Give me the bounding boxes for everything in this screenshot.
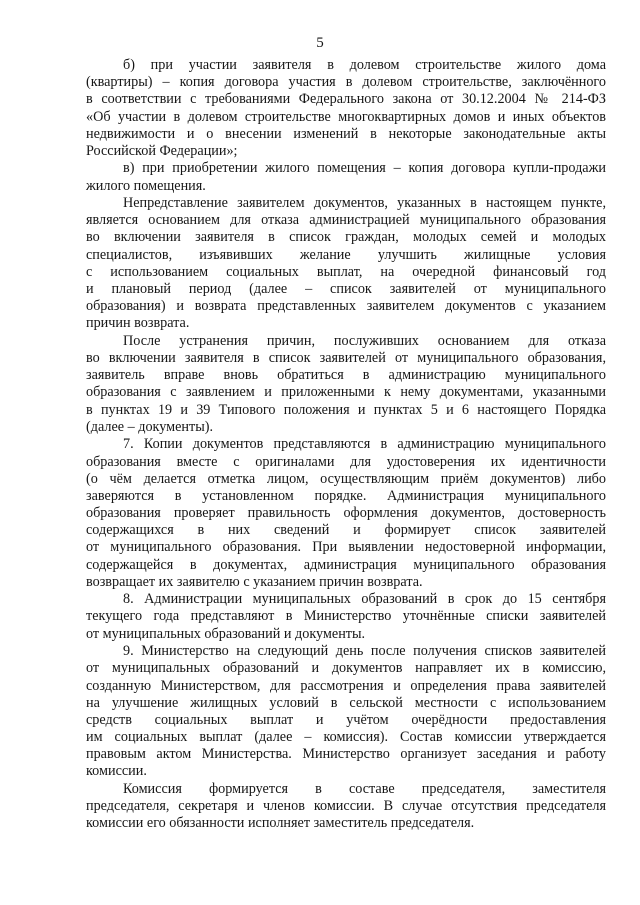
- text-line: недвижимости и о внесении изменений в некоторые законодательные акты: [86, 125, 606, 142]
- text-line: образования с заявлением и приложенными к нему документами, указанными: [86, 384, 606, 401]
- text-line: с использованием социальных выплат, на очередной финансовый год: [86, 263, 606, 280]
- text-line: является основанием для отказа администрацией муниципального образования: [86, 212, 606, 229]
- text-line: «Об участии в долевом строительстве многоквартирных домов и иных объектов: [86, 108, 606, 125]
- text-line: б) при участии заявителя в долевом строительстве жилого дома: [123, 57, 606, 73]
- text-line: содержащейся в документах, администрация муниципального образования: [86, 556, 606, 573]
- text-line: созданную Министерством, для рассмотрения и определения права заявителей: [86, 677, 606, 694]
- text-line: Непредставление заявителем документов, указанных в настоящем пункте,: [123, 195, 606, 212]
- paragraph-non-submission: [86, 195, 606, 333]
- text-line: от муниципальных образований и документы.: [86, 625, 366, 642]
- text-line: на улучшение жилищных условий в сельской местности с использованием: [86, 694, 606, 711]
- text-line: заявитель вправе вновь обратиться в администрацию муниципального: [86, 367, 606, 384]
- paragraph-item-9: [86, 643, 606, 781]
- text-line: комиссии.: [86, 763, 147, 780]
- text-line: в пунктах 19 и 39 Типового положения и пунктах 5 и 6 настоящего Порядка: [86, 401, 606, 418]
- text-line: образования вместе с оригиналами для удостоверения их идентичности: [86, 453, 606, 470]
- text-line: правовым актом Министерства. Министерство организует заседания и работу: [86, 746, 606, 763]
- text-line: заверяются в установленном порядке. Администрация муниципального: [86, 487, 606, 504]
- text-line: содержащихся в них сведений и формирует список заявителей: [86, 522, 606, 539]
- document-body: [86, 57, 606, 833]
- text-line: Российской Федерации»;: [86, 142, 238, 159]
- text-line: средств социальных выплат и учётом очерёдности предоставления: [86, 711, 606, 728]
- text-line: 7. Копии документов представляются в администрацию муниципального: [123, 436, 606, 453]
- text-line: образования проверяет правильность оформления документов, достоверность: [86, 505, 606, 522]
- text-line: образования) и возврата представленных заявителем документов с указанием: [86, 298, 606, 315]
- text-line: в соответствии с требованиями Федерального закона от 30.12.2004 № 214-ФЗ: [86, 91, 606, 108]
- text-line: После устранения причин, послуживших основанием для отказа: [123, 332, 606, 349]
- text-line: специалистов, изъявивших желание улучшить жилищные условия: [86, 246, 606, 263]
- paragraph-commission: [86, 781, 606, 833]
- text-line: во включении заявителя в список граждан, молодых семей и молодых: [86, 229, 606, 246]
- text-line: комиссии его обязанности исполняет заместитель председателя.: [86, 815, 475, 832]
- text-line: Комиссия формируется в составе председателя, заместителя: [123, 780, 606, 797]
- text-line: (о чём делается отметка лицом, осуществляющим приём документов) либо: [86, 470, 606, 487]
- text-line: во включении заявителя в список заявителей от муниципального образования,: [86, 350, 606, 367]
- text-line: возвращает их заявителю с указанием причин возврата.: [86, 573, 423, 590]
- text-line: текущего года представляют в Министерство уточнённые списки заявителей: [86, 608, 606, 625]
- text-line: председателя, секретаря и членов комиссии. В случае отсутствия председателя: [86, 798, 606, 815]
- text-line: 9. Министерство на следующий день после получения списков заявителей: [123, 643, 606, 660]
- text-line: от муниципальных образований и документов направляет их в комиссию,: [86, 660, 606, 677]
- paragraph-item-v: [86, 160, 606, 194]
- text-line: жилого помещения.: [86, 177, 206, 194]
- text-line: (далее – документы).: [86, 418, 214, 435]
- text-line: от муниципального образования. При выявлении недостоверной информации,: [86, 539, 606, 556]
- text-line: в) при приобретении жилого помещения – копия договора купли-продажи: [123, 160, 606, 177]
- paragraph-item-b: [86, 57, 606, 160]
- text-line: (квартиры) – копия договора участия в долевом строительстве, заключённого: [86, 74, 606, 91]
- text-line: им социальных выплат (далее – комиссия). Состав комиссии утверждается: [86, 729, 606, 746]
- paragraph-after-elimination: [86, 333, 606, 436]
- text-line: 8. Администрации муниципальных образований в срок до 15 сентября: [123, 591, 606, 608]
- text-line: причин возврата.: [86, 315, 190, 332]
- text-line: и плановый период (далее – список заявителей от муниципального: [86, 281, 606, 298]
- page-number: 5: [316, 35, 324, 51]
- paragraph-item-7: [86, 436, 606, 591]
- paragraph-item-8: [86, 591, 606, 643]
